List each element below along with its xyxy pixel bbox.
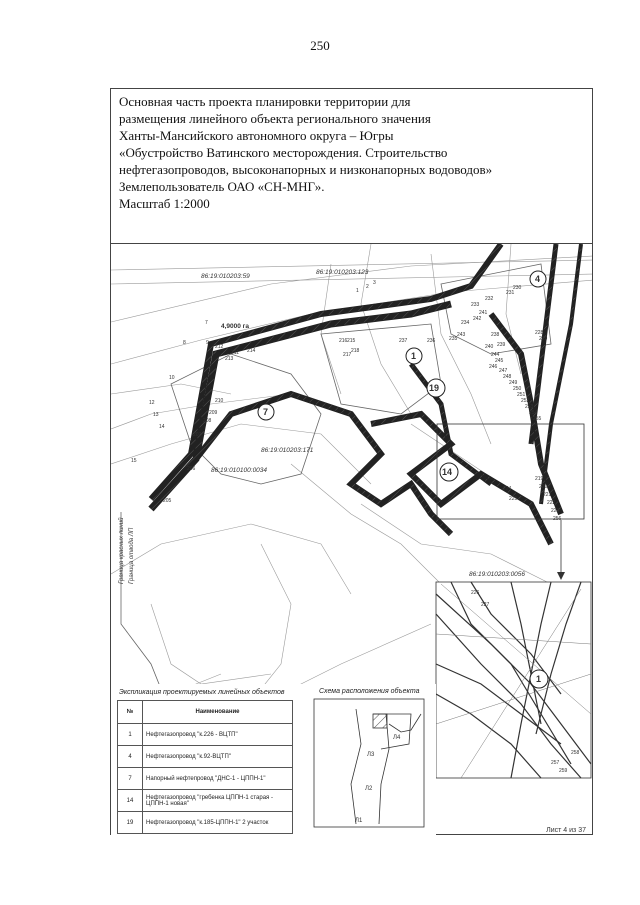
point-207: 207	[193, 432, 202, 438]
area-label: 4,9000 га	[221, 323, 250, 330]
legend-row	[118, 790, 293, 812]
point-249: 249	[509, 380, 518, 386]
allotment-label: Граница отвода ЛП	[129, 527, 135, 584]
point-242: 242	[473, 316, 482, 322]
legend-row	[118, 746, 293, 768]
cadastral-label-1: 86:19:010203:59	[201, 273, 250, 280]
marker-19: 19	[429, 383, 440, 393]
scheme-title: Схема расположения объекта	[319, 688, 420, 695]
legend-title: Экспликация проектируемых линейных объектов	[119, 689, 285, 696]
point-226: 226	[471, 590, 480, 596]
legend-row	[118, 768, 293, 790]
marker-1-detail: 1	[536, 674, 542, 684]
red-lines-label: Граница красных линий	[119, 517, 125, 584]
point-235: 235	[449, 336, 458, 342]
point-3: 3	[373, 280, 376, 286]
sheet-number: Лист 4 из 37	[546, 827, 586, 834]
point-209: 209	[209, 410, 218, 416]
legend-row-num: 7	[118, 768, 143, 790]
point-252: 252	[521, 398, 530, 404]
point-231: 231	[506, 290, 515, 296]
cadastral-label-4: 86:19:010100:0034	[211, 467, 268, 474]
landowner-line: Землепользователь ОАО «СН-МНГ».	[119, 179, 325, 194]
point-258: 258	[571, 750, 580, 756]
point-255: 255	[533, 416, 542, 422]
point-15: 15	[131, 458, 137, 464]
point-225: 225	[509, 496, 518, 502]
page-number: 250	[310, 38, 330, 53]
point-223: 223	[551, 508, 560, 514]
point-228: 228	[535, 330, 544, 336]
title-line-1: Основная часть проекта планировки территории для	[119, 94, 411, 109]
scale-line: Масштаб 1:2000	[119, 196, 210, 211]
scheme-sheet-l3: Л3	[367, 752, 375, 758]
map-area	[111, 244, 592, 836]
point-206: 206	[187, 466, 196, 472]
point-210: 210	[215, 398, 224, 404]
point-9: 9	[206, 340, 209, 346]
point-2: 2	[366, 284, 369, 290]
legend-row-name: Напорный нефтепровод "ДНС-1 - ЦППН-1"	[143, 768, 293, 790]
point-216: 216	[339, 338, 348, 344]
title-line-3: Ханты-Мансийского автономного округа – Югры	[119, 128, 394, 143]
point-243: 243	[457, 332, 466, 338]
point-248: 248	[503, 374, 512, 380]
point-215: 215	[347, 338, 356, 344]
point-8: 8	[183, 340, 186, 346]
point-14: 14	[159, 424, 165, 430]
point-217: 217	[343, 352, 352, 358]
point-244: 244	[491, 352, 500, 358]
point-254: 254	[529, 410, 538, 416]
scheme-sheet-l1: Л1	[355, 818, 363, 824]
point-238: 238	[491, 332, 500, 338]
point-246: 246	[489, 364, 498, 370]
point-236: 236	[427, 338, 436, 344]
legend-row-num: 1	[118, 724, 143, 746]
legend-row-name: Нефтегазопровод "к.226 - ВЦТП"	[143, 724, 293, 746]
cadastral-label-3: 86:19:010203:171	[261, 447, 314, 454]
legend-row	[118, 812, 293, 834]
legend-row-name: Нефтегазопровод "гребенка ЦППН-1 старая - ЦППН-1 новая"	[143, 790, 293, 812]
point-212: 212	[215, 344, 224, 350]
point-259: 259	[559, 768, 568, 774]
point-218: 218	[351, 348, 360, 354]
title-block	[111, 89, 592, 244]
object-markers	[258, 271, 548, 688]
marker-14: 14	[442, 467, 453, 477]
legend-row-name: Нефтегазопровод "к.92-ВЦТП"	[143, 746, 293, 768]
point-221: 221	[543, 492, 552, 498]
point-237: 237	[399, 338, 408, 344]
scheme-sheet-l4: Л4	[393, 735, 401, 741]
title-line-2: размещения линейного объекта регионального значения	[119, 111, 431, 126]
point-227: 227	[481, 602, 490, 608]
title-line-4: «Обустройство Ватинского месторождения. Строительство	[119, 145, 448, 160]
legend-col-num: №	[118, 701, 143, 724]
point-230: 230	[513, 285, 522, 291]
point-222: 222	[547, 500, 556, 506]
point-10: 10	[169, 375, 175, 381]
legend-header-row	[118, 701, 293, 724]
legend-row-num: 4	[118, 746, 143, 768]
point-220: 220	[539, 484, 548, 490]
point-247: 247	[499, 368, 508, 374]
legend-row-name: Нефтегазопровод "к.185-ЦППН-1" 2 участок	[143, 812, 293, 834]
point-233: 233	[471, 302, 480, 308]
point-240: 240	[485, 344, 494, 350]
scheme-sheet-l2: Л2	[365, 786, 373, 792]
point-214: 214	[247, 348, 256, 354]
point-256: 256	[553, 516, 562, 522]
legend-col-name: Наименование	[143, 701, 293, 724]
point-245: 245	[495, 358, 504, 364]
legend-row-num: 19	[118, 812, 143, 834]
drawing-frame	[110, 88, 593, 835]
point-208: 208	[203, 418, 212, 424]
point-251: 251	[517, 392, 526, 398]
point-229: 229	[539, 336, 548, 342]
marker-1: 1	[411, 351, 417, 361]
legend-row-num: 14	[118, 790, 143, 812]
point-224: 224	[503, 486, 512, 492]
title-line-5: нефтегазопроводов, высоконапорных и низконапорных водоводов»	[119, 162, 493, 177]
point-232: 232	[485, 296, 494, 302]
point-213: 213	[225, 356, 234, 362]
point-13: 13	[153, 412, 159, 418]
point-205: 205	[163, 498, 172, 504]
marker-7: 7	[263, 407, 269, 417]
point-253: 253	[525, 404, 534, 410]
cadastral-label-5: 86:19:010203:0056	[469, 571, 526, 578]
marker-4: 4	[535, 274, 541, 284]
point-12: 12	[149, 400, 155, 406]
legend-table	[117, 700, 293, 834]
point-219: 219	[535, 476, 544, 482]
point-250: 250	[513, 386, 522, 392]
point-257: 257	[551, 760, 560, 766]
point-234: 234	[461, 320, 470, 326]
point-1: 1	[356, 288, 359, 294]
point-241: 241	[479, 310, 488, 316]
point-7: 7	[205, 320, 208, 326]
cadastral-label-2: 86:19:010203:123	[316, 269, 369, 276]
legend-row	[118, 724, 293, 746]
point-211: 211	[231, 350, 239, 356]
point-239: 239	[497, 342, 506, 348]
